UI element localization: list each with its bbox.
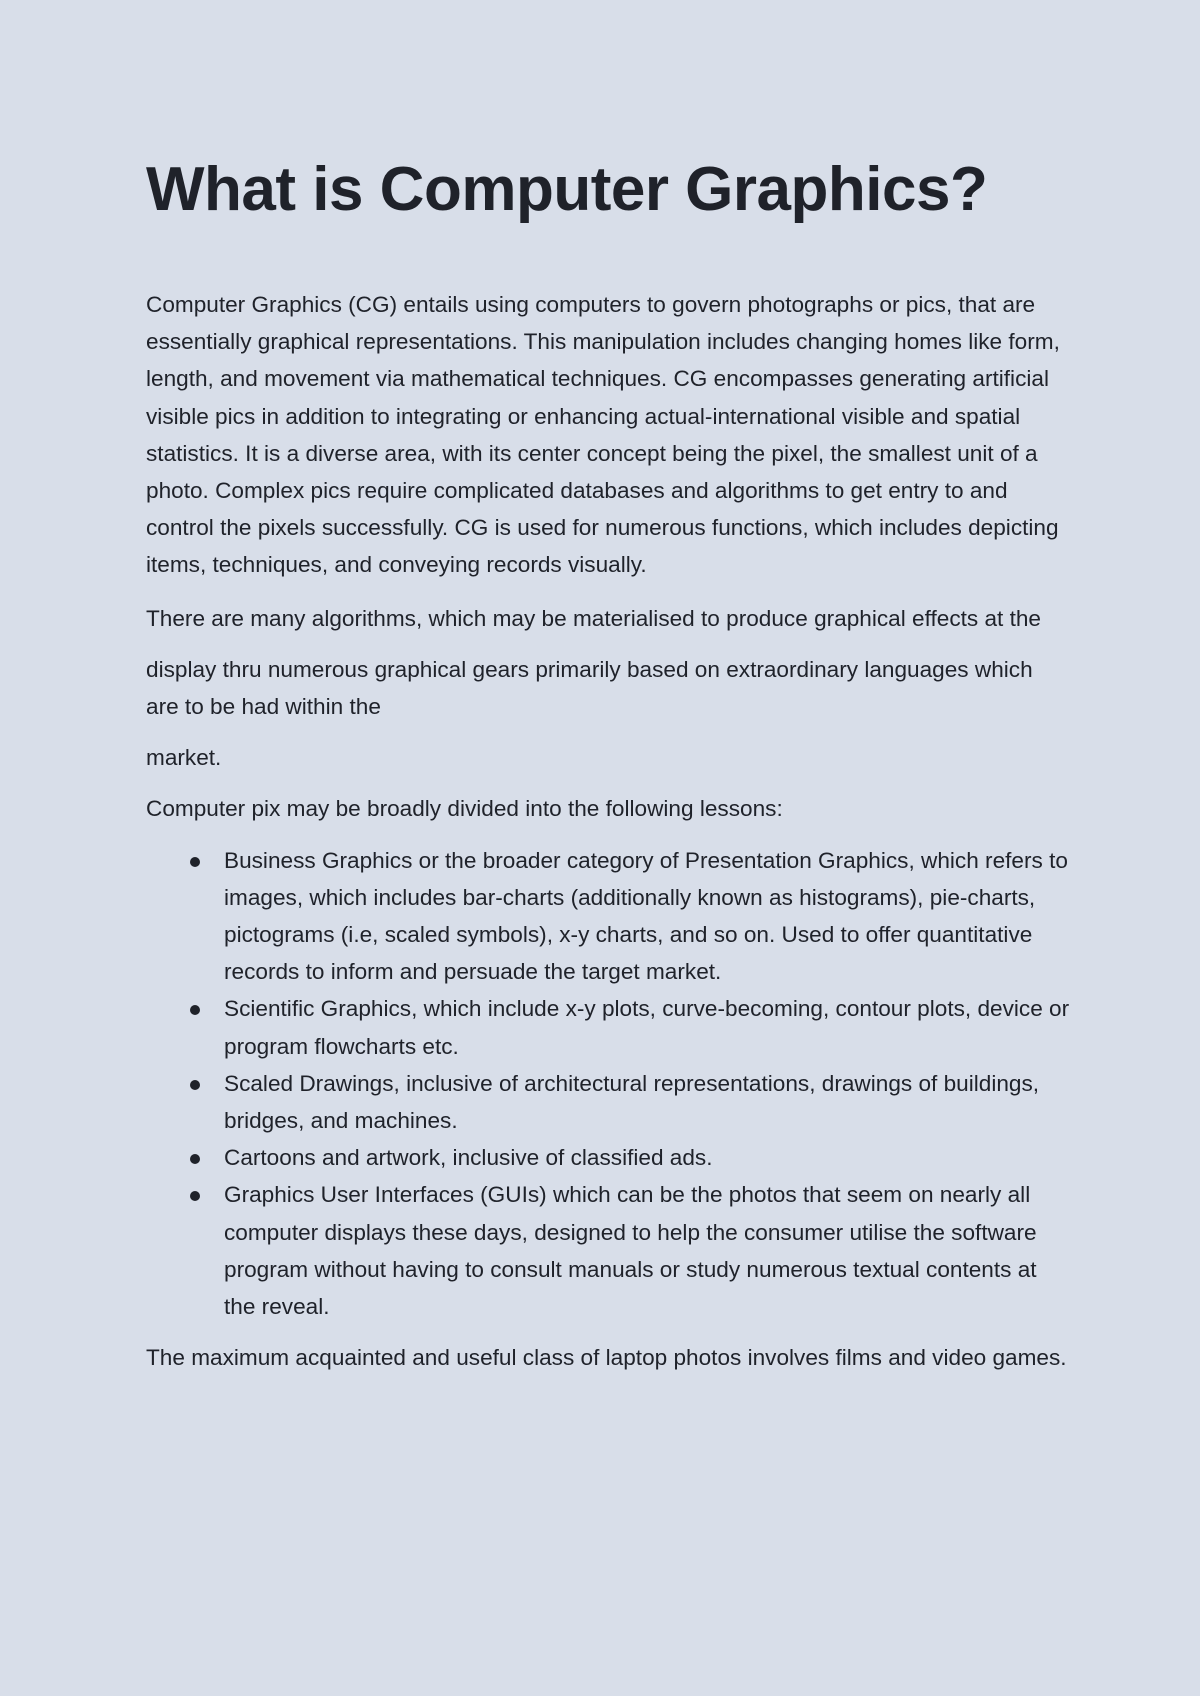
algorithms-paragraph: There are many algorithms, which may be materialised to produce graphical effects at the <box>146 605 1041 631</box>
list-item-text: Graphics User Interfaces (GUIs) which can be the photos that seem on nearly all computer displays these days, designed to help the consumer utilise the software program without having to consult manuals or study numerous textual contents at the reveal. <box>224 1182 1037 1320</box>
closing-paragraph: The maximum acquainted and useful class of laptop photos involves films and video games. <box>146 1345 1067 1371</box>
market-paragraph: market. <box>146 745 222 771</box>
bullet-icon <box>190 1191 200 1201</box>
page-title: What is Computer Graphics? <box>146 155 988 224</box>
list-item <box>146 842 1070 991</box>
bullet-icon <box>190 1154 200 1164</box>
list-item-text: Scientific Graphics, which include x-y plots, curve-becoming, contour plots, device or program flowcharts etc. <box>224 996 1070 1059</box>
list-item <box>146 1139 1070 1176</box>
categories-list <box>146 842 1070 1326</box>
list-item <box>146 1065 1070 1139</box>
bullet-icon <box>190 1080 200 1090</box>
list-item <box>146 1176 1070 1325</box>
bullet-icon <box>190 857 200 867</box>
bullet-icon <box>190 1005 200 1015</box>
intro-paragraph: Computer Graphics (CG) entails using computers to govern photographs or pics, that are essentially graphical representations. This manipulation includes changing homes like form, length, and movement via mathematical techniques. CG encompasses generating artificial visible pics in addition to integrating or enhancing actual-international visible and spatial statistics. It is a diverse area, with its center concept being the pixel, the smallest unit of a photo. Complex pics require complicated databases and algorithms to get entry to and control the pixels successfully. CG is used for numerous functions, which includes depicting items, techniques, and conveying records visually. <box>146 292 1060 578</box>
lessons-paragraph: Computer pix may be broadly divided into the following lessons: <box>146 796 783 822</box>
list-item-text: Cartoons and artwork, inclusive of classified ads. <box>224 1145 713 1171</box>
list-item <box>146 990 1070 1064</box>
list-item-text: Scaled Drawings, inclusive of architectural representations, drawings of buildings, bridges, and machines. <box>224 1070 1040 1134</box>
list-item-text: Business Graphics or the broader category of Presentation Graphics, which refers to images, which includes bar-charts (additionally known as histograms), pie-charts, pictograms (i.e, scaled symbols), x-y charts, and so on. Used to offer quantitative records to inform and persuade the target market. <box>224 847 1068 985</box>
display-paragraph: display thru numerous graphical gears primarily based on extraordinary languages which are to be had within the <box>146 656 1033 720</box>
